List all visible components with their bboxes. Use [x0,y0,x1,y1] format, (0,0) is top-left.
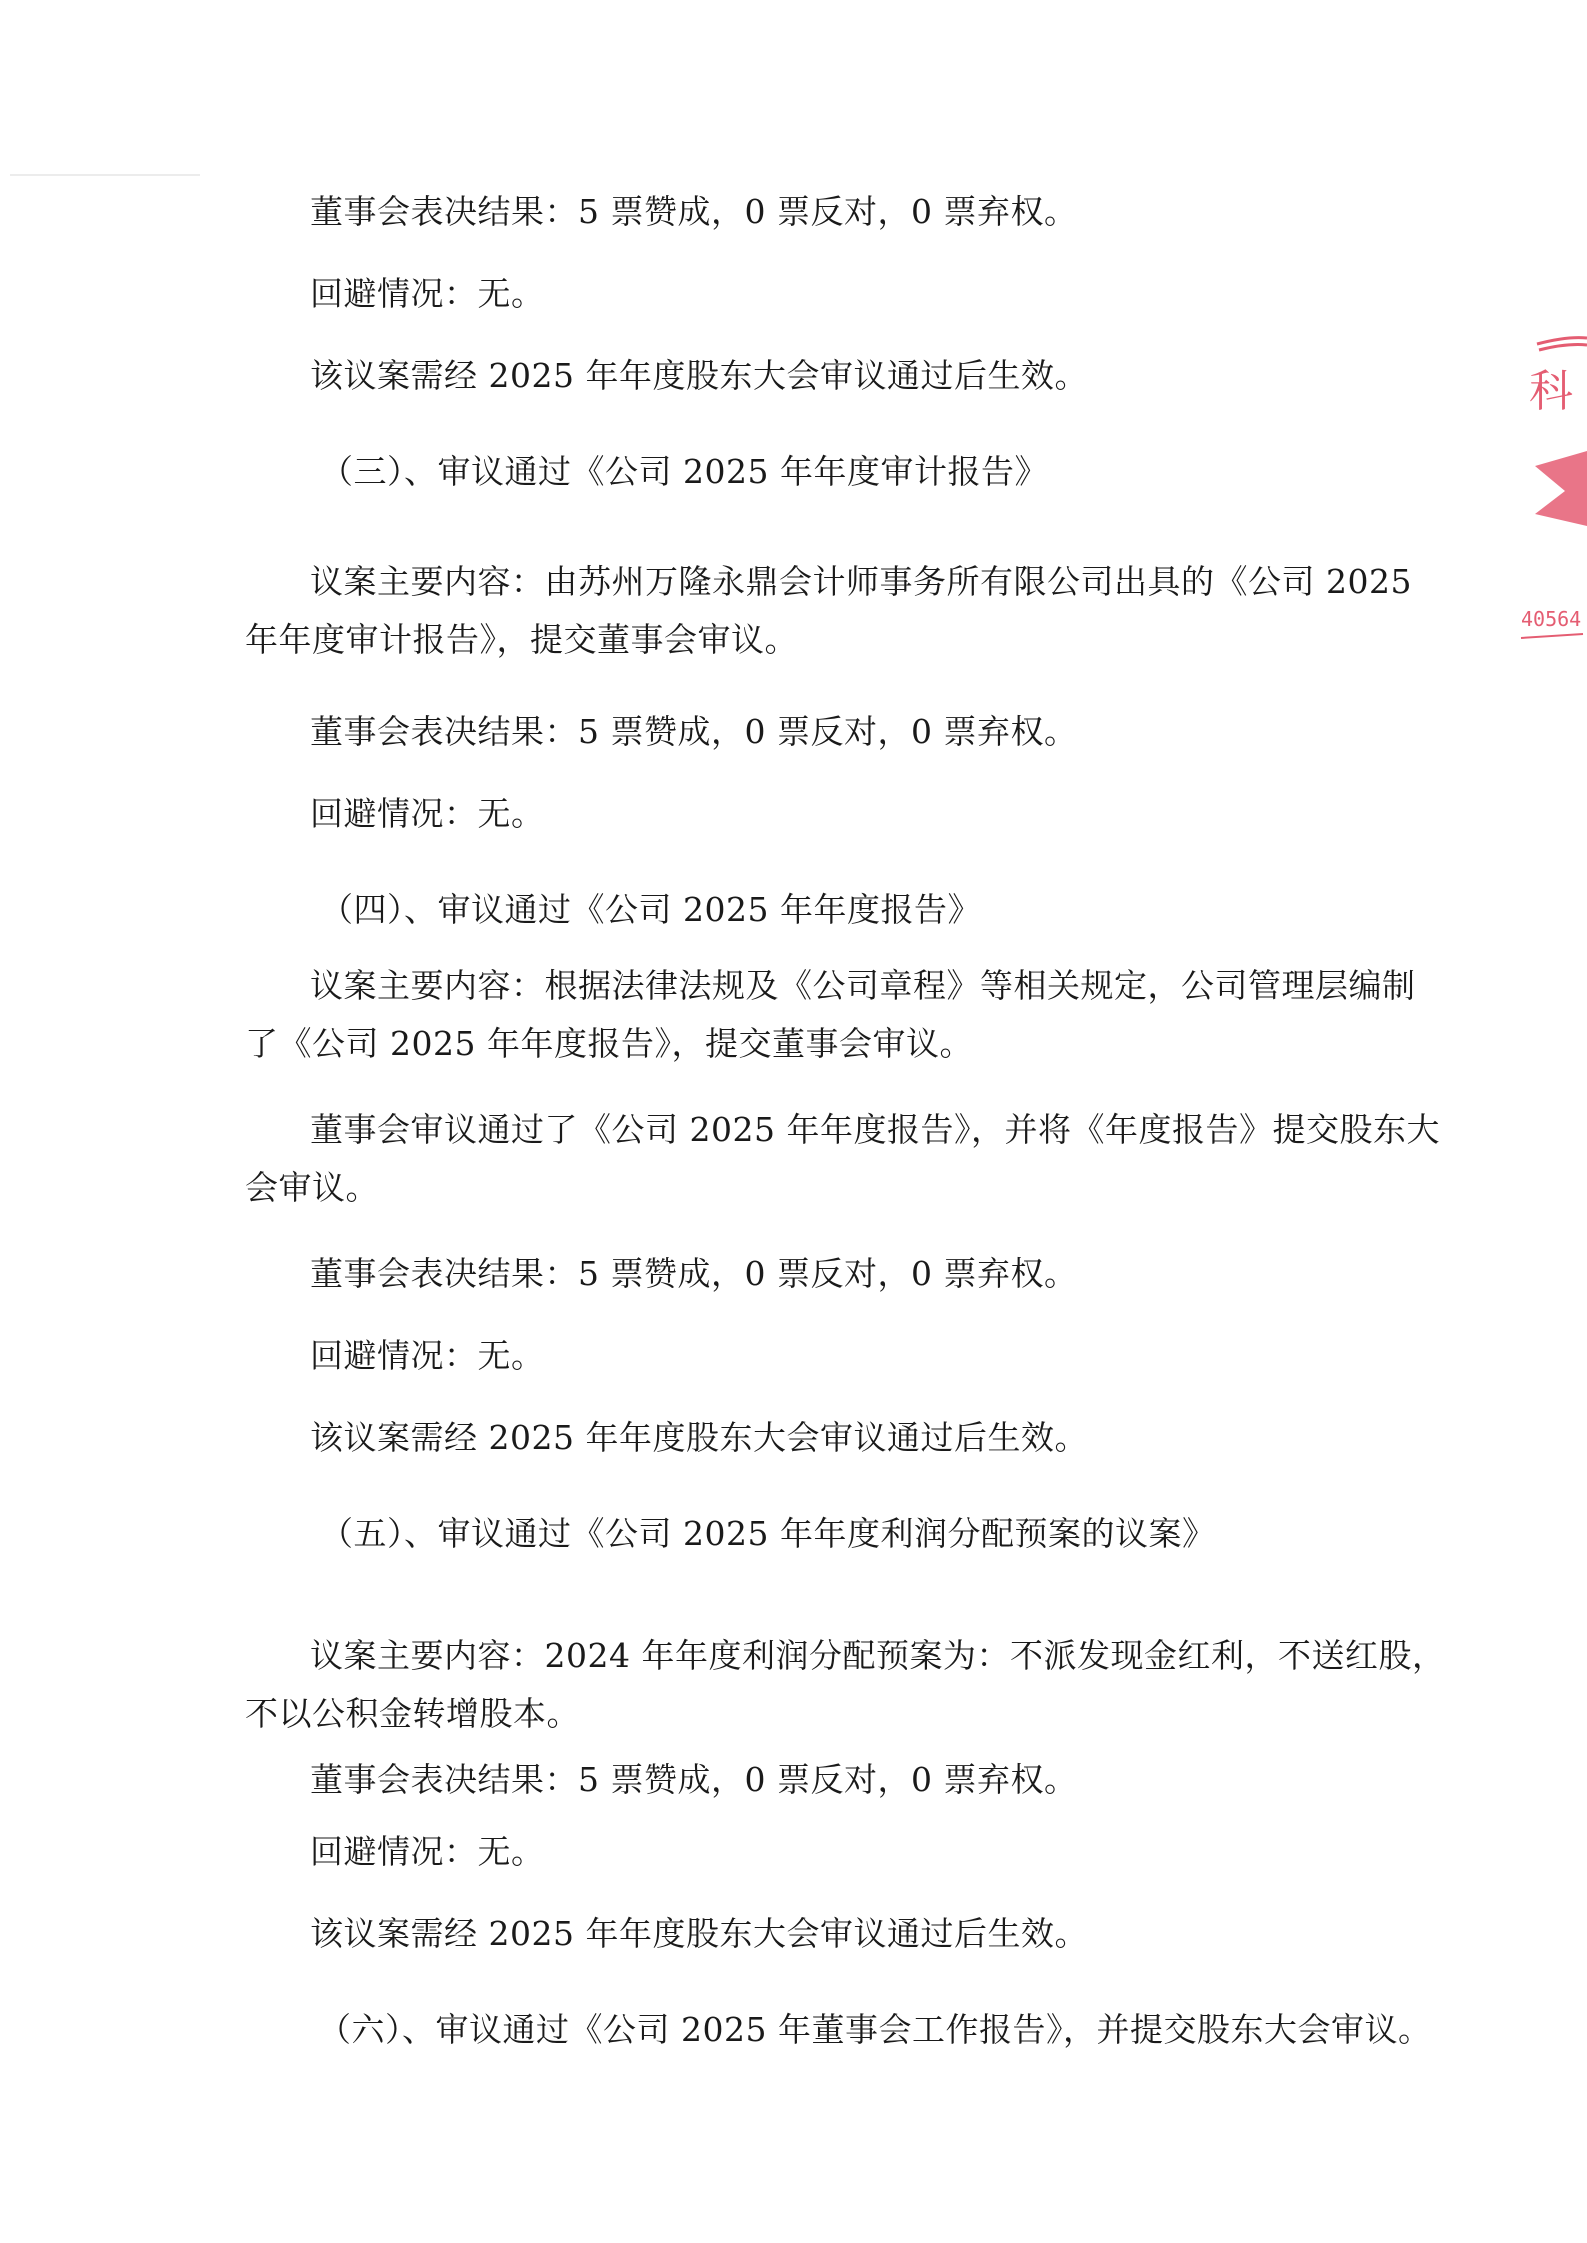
effect-note-2: 该议案需经 2025 年年度股东大会审议通过后生效。 [310,1418,1088,1457]
content-section-4-line-2: 了《公司 2025 年年度报告》，提交董事会审议。 [245,1024,973,1063]
top-divider [10,174,200,176]
content-section-5-line-2: 不以公积金转增股本。 [245,1694,580,1733]
effect-note-3: 该议案需经 2025 年年度股东大会审议通过后生效。 [310,1914,1088,1953]
board-approval-line-2: 会审议。 [245,1168,379,1207]
seal-character: 科 [1529,366,1573,417]
recusal-2: 回避情况：无。 [310,794,545,833]
heading-section-5: （五）、审议通过《公司 2025 年年度利润分配预案的议案》 [320,1514,1216,1553]
recusal-4: 回避情况：无。 [310,1832,545,1871]
content-section-3-line-1: 议案主要内容：由苏州万隆永鼎会计师事务所有限公司出具的《公司 2025 [310,562,1412,601]
vote-result-1: 董事会表决结果：5 票赞成，0 票反对，0 票弃权。 [310,192,1078,231]
vote-result-3: 董事会表决结果：5 票赞成，0 票反对，0 票弃权。 [310,1254,1078,1293]
seal-star-icon [1535,451,1587,526]
content-section-5-line-1: 议案主要内容：2024 年年度利润分配预案为：不派发现金红利，不送红股， [310,1636,1446,1675]
effect-note-1: 该议案需经 2025 年年度股东大会审议通过后生效。 [310,356,1088,395]
company-seal [1517,336,1587,656]
heading-section-4: （四）、审议通过《公司 2025 年年度报告》 [320,890,981,929]
recusal-1: 回避情况：无。 [310,274,545,313]
seal-number: 40564 [1521,607,1582,631]
board-approval-line-1: 董事会审议通过了《公司 2025 年年度报告》，并将《年度报告》提交股东大 [310,1110,1440,1149]
heading-section-3: （三）、审议通过《公司 2025 年年度审计报告》 [320,452,1048,491]
vote-result-4: 董事会表决结果：5 票赞成，0 票反对，0 票弃权。 [310,1760,1078,1799]
vote-result-2: 董事会表决结果：5 票赞成，0 票反对，0 票弃权。 [310,712,1078,751]
content-section-4-line-1: 议案主要内容：根据法律法规及《公司章程》等相关规定，公司管理层编制 [310,966,1416,1005]
recusal-3: 回避情况：无。 [310,1336,545,1375]
content-section-3-line-2: 年年度审计报告》，提交董事会审议。 [245,620,798,659]
heading-section-6: （六）、审议通过《公司 2025 年董事会工作报告》，并提交股东大会审议。 [318,2010,1432,2049]
